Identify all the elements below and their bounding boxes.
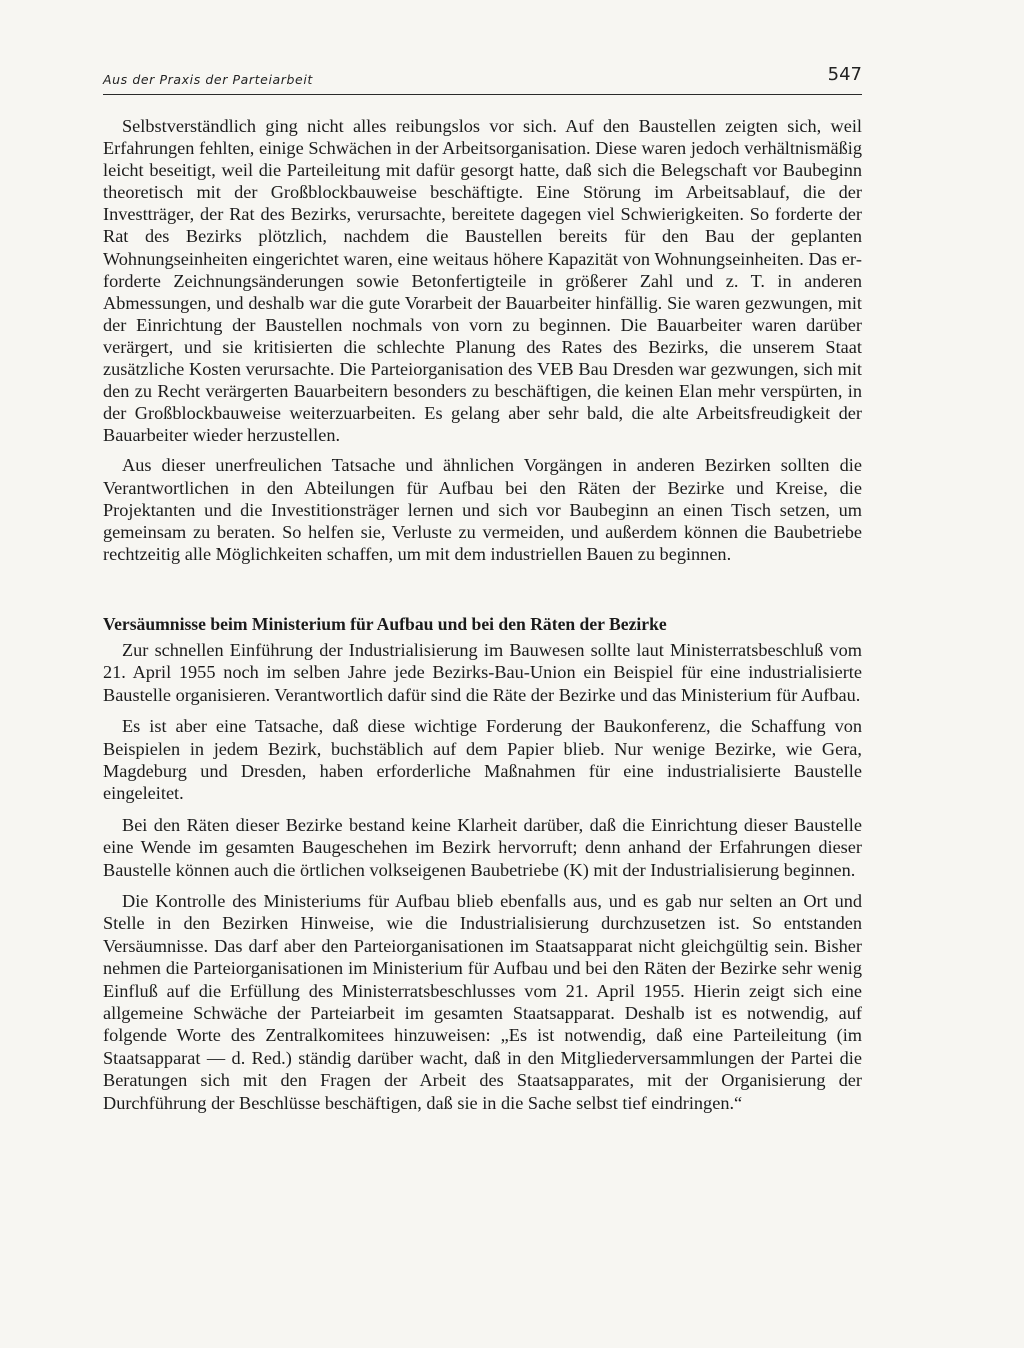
section-heading: Versäumnisse beim Ministerium für Aufbau und bei den Räten der Bezirke — [103, 613, 667, 634]
paragraph: Es ist aber eine Tatsache, daß diese wichtige Forderung der Baukonferenz, die Schaffung von Beispielen in jedem Bezirk, buchstäblich auf dem Papier blieb. Nur wenige Bezirke, wie Gera, Magdeburg und Dresden, haben erforderliche Maßnahmen für eine industrialisierte Baustelle eingeleitet. — [103, 716, 862, 804]
paragraph: Zur schnellen Einführung der Industrialisierung im Bauwesen sollte laut Ministerratsbeschluß vom 21. April 1955 noch im selben Jahre jede Bezirks-Bau-Union ein Beispiel für eine industrialisierte Baustelle organisieren. Verantwortlich dafür sind die Räte der Bezirke und das Ministerium für Aufbau. — [103, 639, 862, 705]
paragraph: Die Kontrolle des Ministeriums für Aufbau blieb ebenfalls aus, und es gab nur selten an Ort und Stelle in den Bezirken Hinweise, wie die Industrialisierung durchzusetzen ist. So entstanden Versäumnisse. Das darf aber den Parteiorganisationen im Staatsapparat nicht gleichgültig sein. Bisher nehmen die Parteiorganisationen im Ministerium für Aufbau und bei den Räten der Bezirke sehr wenig Einfluß auf die Erfüllung des Ministerratsbeschlusses vom 21. April 1955. Hierin zeigt sich eine allgemeine Schwäche der Parteiarbeit im gesamten Staatsapparat. Deshalb ist es notwendig, auf folgende Worte des Zentralkomitees hinzuweisen: „Es ist notwendig, daß eine Parteileitung (im Staatsapparat — d. Red.) ständig darüber wacht, daß in den Mitgliederversammlungen der Partei die Beratungen sich mit den Fragen der Arbeit des Staatsapparates, mit der Organisierung der Durchführung der Beschlüsse beschäftigen, daß sie in die Sache selbst tief eindringen.“ — [103, 890, 862, 1113]
section-intro — [103, 115, 862, 565]
body-text — [103, 115, 862, 1114]
paragraph: Selbstverständlich ging nicht alles reibungslos vor sich. Auf den Baustellen zeigten sich, weil Erfahrungen fehlten, einige Schwächen in der Arbeitsorganisation. Diese waren jedoch verhältnismäßig leicht beseitigt, weil die Parteileitung mit dafür gesorgt hatte, daß sich die Belegschaft vor Baubeginn theoretisch mit der Großblockbauweise beschäftigte. Eine Störung im Arbeitsablauf, die der Investträger, der Rat des Bezirks, verursachte, bereitete dagegen viel Schwierigkeiten. So forderte der Rat des Bezirks plötzlich, nachdem die Baustellen bereits für den Bau der geplanten Wohnungseinheiten eingerichtet waren, eine weitaus höhere Kapazität von Wohnungseinheiten. Das erforderte Zeichnungsänderungen sowie Betonfertigteile in größerer Zahl und z. T. in anderen Abmessungen, und deshalb war die gute Vorarbeit der Bauarbeiter hinfällig. Sie waren gezwungen, mit der Einrichtung der Baustellen nochmals von vorn zu beginnen. Die Bauarbeiter waren darüber verärgert, und sie kritisierten die schlechte Planung des Rates des Bezirks, die unserem Staat zusätzliche Kosten verursachte. Die Parteiorganisation des VEB Bau Dresden war gezwungen, sich mit den zu Recht verärgerten Bauarbeitern besonders zu beschäftigen, die keinen Elan mehr verspürten, in der Großblockbauweise weiterzuarbeiten. Es gelang aber sehr bald, die alte Arbeitsfreudigkeit der Bauarbeiter wieder herzustellen. — [103, 116, 862, 446]
book-page — [103, 58, 862, 1114]
running-title: Aus der Praxis der Parteiarbeit — [103, 72, 313, 87]
page-number: 547 — [827, 64, 862, 85]
section-versaeumnisse — [103, 613, 862, 1114]
paragraph: Bei den Räten dieser Bezirke bestand keine Klarheit darüber, daß die Einrichtung dieser Baustelle eine Wende im gesamten Baugeschehen im Bezirk hervorruft; denn anhand der Erfahrungen dieser Baustelle können auch die örtlichen volkseigenen Baubetriebe (K) mit der Industrialisierung beginnen. — [103, 814, 862, 880]
running-header — [103, 58, 862, 95]
paragraph: Aus dieser unerfreulichen Tatsache und ähnlichen Vorgängen in anderen Bezirken sollten die Verantwortlichen in den Abteilungen für Aufbau bei den Räten der Bezirke und Kreise, die Projektanten und die Investitionsträger lernen und sich vor Baubeginn an einen Tisch setzen, um gemeinsam zu beraten. So helfen sie, Verluste zu vermeiden, und außerdem können die Baubetriebe rechtzeitig alle Möglichkeiten schaffen, um mit dem industriellen Bauen zu beginnen. — [103, 455, 862, 564]
